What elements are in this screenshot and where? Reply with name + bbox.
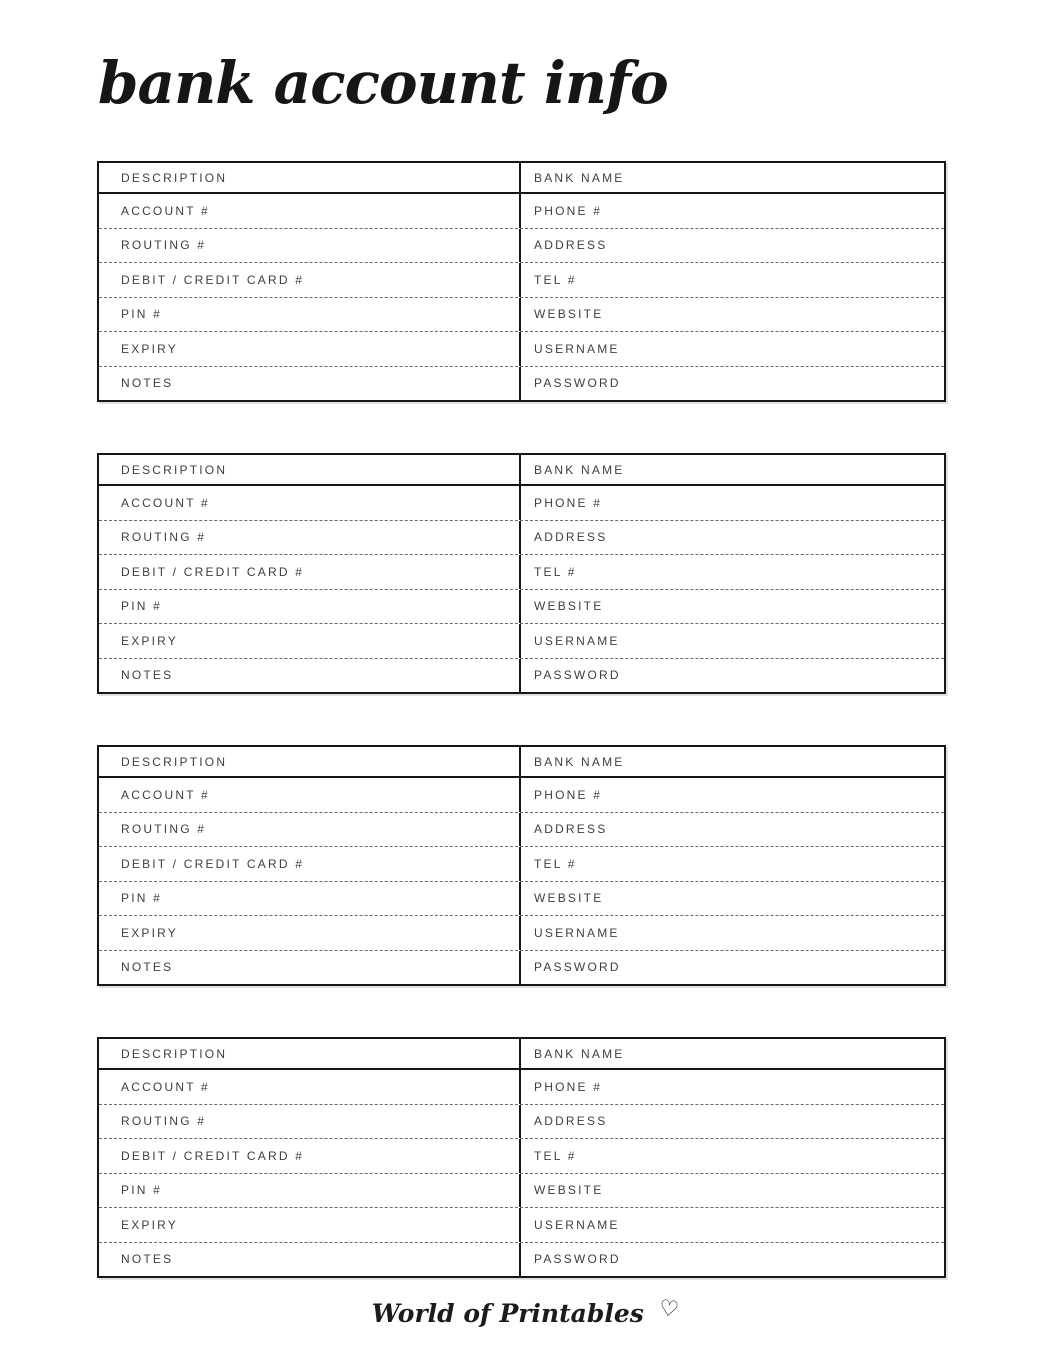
row-label-right: USERNAME (519, 916, 944, 950)
row-label-left: PIN # (121, 599, 163, 614)
table-row (99, 778, 944, 813)
table-header-row (99, 455, 944, 486)
row-label-right: ADDRESS (519, 229, 944, 263)
row-label-left: ACCOUNT # (121, 787, 210, 802)
table-row (99, 298, 944, 333)
header-cell-bank-name: BANK NAME (519, 747, 944, 776)
table-row (99, 229, 944, 264)
footer-brand: World of Printables (371, 1299, 644, 1328)
row-label-left: ROUTING # (121, 530, 207, 545)
row-label-right: WEBSITE (519, 298, 944, 332)
table-row (99, 555, 944, 590)
table-row (99, 916, 944, 951)
row-label-left: NOTES (121, 668, 174, 683)
row-label-right: PHONE # (519, 778, 944, 812)
row-label-right: USERNAME (519, 624, 944, 658)
table-row (99, 486, 944, 521)
header-cell-bank-name: BANK NAME (519, 1039, 944, 1068)
row-label-left: ACCOUNT # (121, 495, 210, 510)
table-header-row (99, 163, 944, 194)
row-label-right: ADDRESS (519, 1105, 944, 1139)
table-header-row (99, 747, 944, 778)
header-cell-description: DESCRIPTION (121, 170, 228, 185)
row-label-left: ROUTING # (121, 1114, 207, 1129)
row-label-left: DEBIT / CREDIT CARD # (121, 564, 305, 579)
row-label-left: ACCOUNT # (121, 203, 210, 218)
table-row (99, 1243, 944, 1277)
row-label-left: EXPIRY (121, 1217, 178, 1232)
table-row (99, 332, 944, 367)
footer (0, 1296, 1050, 1328)
table-row (99, 882, 944, 917)
row-label-left: DEBIT / CREDIT CARD # (121, 272, 305, 287)
table-row (99, 1139, 944, 1174)
row-label-right: ADDRESS (519, 521, 944, 555)
row-label-left: PIN # (121, 891, 163, 906)
table-header-row (99, 1039, 944, 1070)
table-row (99, 624, 944, 659)
table-row (99, 813, 944, 848)
row-label-left: DEBIT / CREDIT CARD # (121, 856, 305, 871)
header-cell-description: DESCRIPTION (121, 754, 228, 769)
row-label-right: USERNAME (519, 332, 944, 366)
row-label-right: PASSWORD (519, 951, 944, 985)
row-label-right: TEL # (519, 263, 944, 297)
table-row (99, 194, 944, 229)
table-row (99, 1208, 944, 1243)
row-label-right: WEBSITE (519, 590, 944, 624)
bank-info-table (97, 453, 946, 694)
table-row (99, 1070, 944, 1105)
header-cell-bank-name: BANK NAME (519, 455, 944, 484)
table-row (99, 1105, 944, 1140)
row-label-left: EXPIRY (121, 925, 178, 940)
table-row (99, 367, 944, 401)
heart-icon: ♡ (656, 1294, 680, 1324)
row-label-right: PHONE # (519, 486, 944, 520)
row-label-left: EXPIRY (121, 633, 178, 648)
table-row (99, 659, 944, 693)
bank-info-table (97, 1037, 946, 1278)
row-label-right: TEL # (519, 555, 944, 589)
table-row (99, 263, 944, 298)
row-label-right: WEBSITE (519, 882, 944, 916)
row-label-left: ROUTING # (121, 822, 207, 837)
page-title: bank account info (98, 49, 668, 117)
table-row (99, 590, 944, 625)
row-label-left: PIN # (121, 1183, 163, 1198)
table-row (99, 847, 944, 882)
row-label-right: PHONE # (519, 194, 944, 228)
row-label-right: PASSWORD (519, 659, 944, 693)
header-cell-description: DESCRIPTION (121, 1046, 228, 1061)
row-label-right: TEL # (519, 1139, 944, 1173)
table-row (99, 521, 944, 556)
row-label-left: NOTES (121, 960, 174, 975)
row-label-left: DEBIT / CREDIT CARD # (121, 1148, 305, 1163)
row-label-left: NOTES (121, 1252, 174, 1267)
row-label-left: PIN # (121, 307, 163, 322)
bank-info-table (97, 161, 946, 402)
table-row (99, 951, 944, 985)
tables-container (97, 161, 946, 1278)
row-label-left: ROUTING # (121, 238, 207, 253)
row-label-right: PHONE # (519, 1070, 944, 1104)
row-label-left: NOTES (121, 376, 174, 391)
header-cell-description: DESCRIPTION (121, 462, 228, 477)
row-label-right: PASSWORD (519, 367, 944, 401)
row-label-right: ADDRESS (519, 813, 944, 847)
row-label-right: USERNAME (519, 1208, 944, 1242)
row-label-left: EXPIRY (121, 341, 178, 356)
bank-info-table (97, 745, 946, 986)
row-label-right: WEBSITE (519, 1174, 944, 1208)
row-label-right: TEL # (519, 847, 944, 881)
row-label-right: PASSWORD (519, 1243, 944, 1277)
header-cell-bank-name: BANK NAME (519, 163, 944, 192)
row-label-left: ACCOUNT # (121, 1079, 210, 1094)
table-row (99, 1174, 944, 1209)
